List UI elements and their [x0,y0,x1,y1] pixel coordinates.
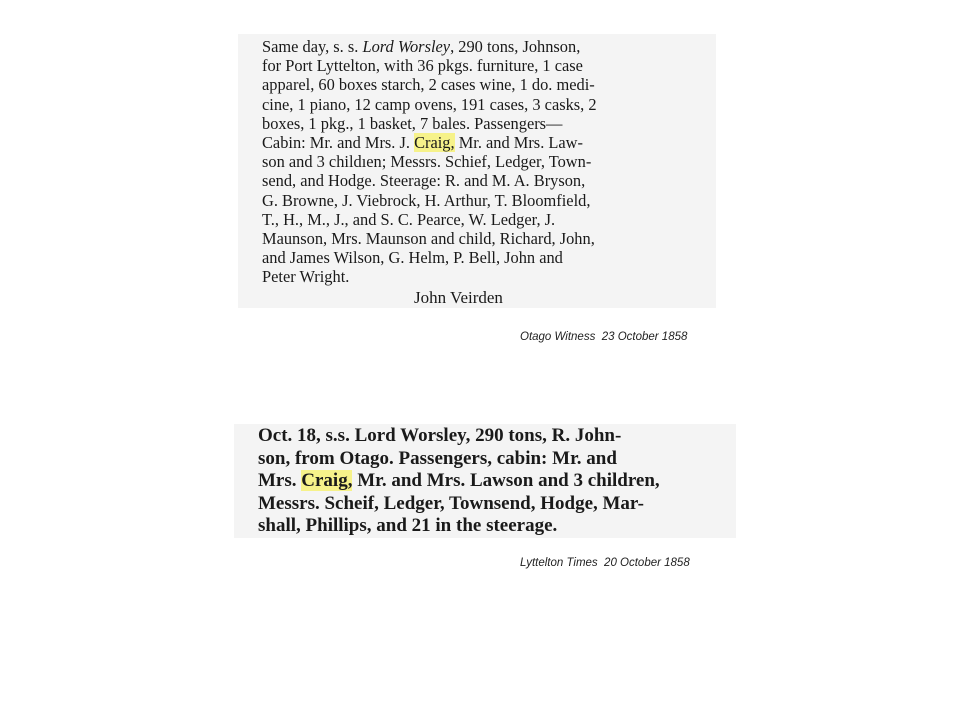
text-line: son, from Otago. Passengers, cabin: Mr. and [258,447,617,469]
source-caption: Otago Witness 23 October 1858 [520,331,688,343]
source-caption: Lyttelton Times 20 October 1858 [520,557,690,569]
otago-witness-clipping [238,34,716,308]
text-line: apparel, 60 boxes starch, 2 cases wine, 1 do. medi- [262,75,595,95]
text-line: T., H., M., J., and S. C. Pearce, W. Ledger, J. [262,209,556,229]
text-line: for Port Lyttelton, with 36 pkgs. furniture, 1 case [262,56,583,76]
text-line: son and 3 childıen; Messrs. Schief, Ledger, Town- [262,152,592,172]
text-line: send, and Hodge. Steerage: R. and M. A. Bryson, [262,171,586,191]
text-line: Messrs. Scheif, Ledger, Townsend, Hodge, Mar- [258,492,644,514]
ship-name: Lord Worsley [362,37,451,56]
signature: John Veirden [414,288,503,307]
highlighted-name: Craig, [414,133,455,153]
text-line: Same day, s. s. Lord Worsley, 290 tons, Johnson, [262,37,581,56]
text-line: boxes, 1 pkg., 1 basket, 7 bales. Passengers— [262,113,563,133]
text-line: Cabin: Mr. and Mrs. J. Craig, Mr. and Mrs. Law- [262,133,583,153]
text-line: cine, 1 piano, 12 camp ovens, 191 cases, 3 casks, 2 [262,94,597,114]
text-line: and James Wilson, G. Helm, P. Bell, John and [262,248,563,268]
text-line: shall, Phillips, and 21 in the steerage. [258,515,558,537]
text-line-cropped: Peter Wright. [262,267,350,287]
lyttelton-times-clipping [234,424,736,538]
text-line: G. Browne, J. Viebrock, H. Arthur, T. Bloomfield, [262,190,591,210]
highlighted-name: Craig, [301,470,353,492]
text-line: Oct. 18, s.s. Lord Worsley, 290 tons, R. John- [258,425,622,446]
text-line: Maunson, Mrs. Maunson and child, Richard, John, [262,229,595,249]
text-line: Mrs. Craig, Mr. and Mrs. Lawson and 3 children, [258,470,660,492]
